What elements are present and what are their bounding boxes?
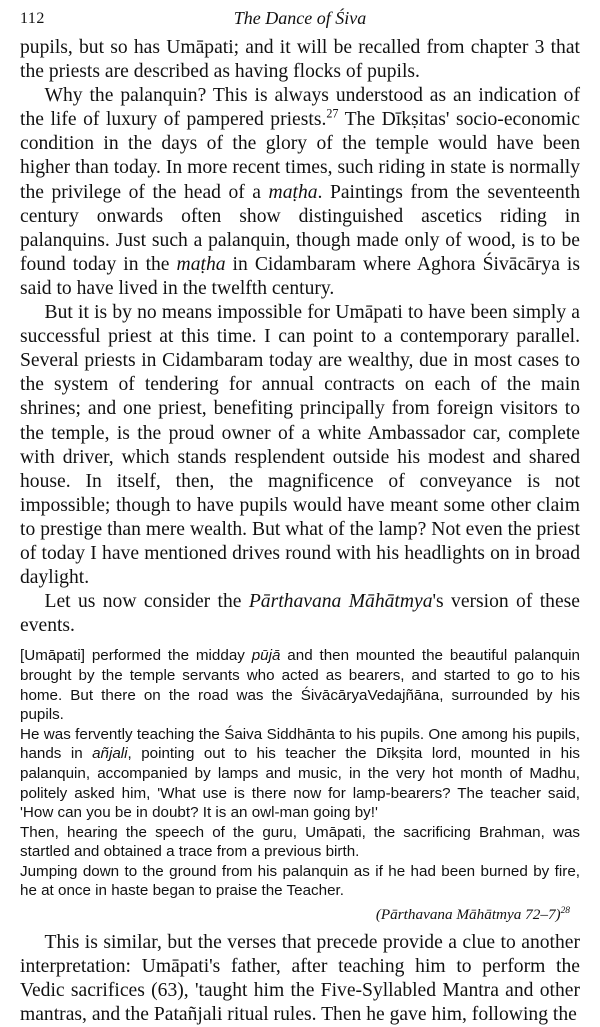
text-run: Let us now consider the <box>44 591 249 613</box>
text-run: Then, hearing the speech of the guru, Umāpati, the sacrificing Brahman, was startled and obtained a trace from a previous birth. <box>20 823 580 861</box>
page-body <box>20 36 580 1027</box>
quote-line <box>20 646 580 724</box>
text-run: ( <box>375 906 381 924</box>
paragraph <box>20 36 580 84</box>
italic-term: pūjā <box>251 647 281 665</box>
text-run: . Paintings from the seventeenth century onwards often show distinguished ascetics riding in palanquins. Just such a palanquin, though made only of wood, is to be found today in the <box>20 181 580 275</box>
text-run: 's version of these events. <box>20 591 580 637</box>
italic-term: Pārthavana Māhātmya <box>248 591 433 613</box>
page-header <box>20 6 580 28</box>
text-run: , pointing out to his teacher the Dīkṣita lord, mounted in his palanquin, accompanied by lamps and music, in the very hot month of Madhu, politely asked him, 'What use is there now for lamp-bearers? The teacher said, 'How can you be in doubt? It is an owl-man going by!' <box>20 745 580 822</box>
text-run: 72–7) <box>521 906 561 924</box>
text-run: This is similar, but the verses that precede provide a clue to another interpretation: Umāpati's father, after teaching him to perform the Vedic sacrifices (63), 'taught him the Five-Syllabled Mantra and other mantras, and the Patañjali ritual rules. Then he gave him, following the <box>20 932 580 1026</box>
text-run: The Dīkṣitas' socio-economic condition in the days of the glory of the temple would have been higher than today. In more recent times, such riding in state is normally the privilege of the head of a <box>20 109 580 203</box>
paragraph <box>20 301 580 590</box>
text-run: Why the palanquin? This is always understood as an indication of the life of luxury of pampered priests. <box>20 85 580 131</box>
quote-line <box>20 823 580 862</box>
text-run: in Cidambaram where Aghora Śivācārya is said to have lived in the twelfth century. <box>20 253 581 299</box>
text-run: Jumping down to the ground from his palanquin as if he had been burned by fire, he at once in haste began to praise the Teacher. <box>20 862 580 900</box>
text-run: He was fervently teaching the Śaiva Siddhānta to his pupils. One among his pupils, hands in <box>20 725 580 763</box>
text-run: [Umāpati] performed the midday <box>20 647 252 665</box>
paragraph <box>20 590 580 638</box>
italic-term: añjali <box>92 745 128 763</box>
paragraph <box>20 84 580 301</box>
quote-line <box>20 862 580 901</box>
text-run: pupils, but so has Umāpati; and it will be recalled from chapter 3 that the priests are described as having flocks of pupils. <box>20 37 580 83</box>
paragraph <box>20 931 580 1027</box>
italic-term: Pārthavana Māhātmya <box>380 906 522 924</box>
quote-line <box>20 725 580 823</box>
text-run: and then mounted the beautiful palanquin brought by the temple servants who acted as bearers, and started to go to his home. But there on the road was the ŚivācāryaVedajñāna, surrounded by his pupils. <box>20 647 580 724</box>
italic-term: maṭha <box>268 181 318 203</box>
block-quote <box>20 646 580 901</box>
italic-term: maṭha <box>176 253 226 275</box>
page-number: 112 <box>20 10 45 27</box>
text-run: But it is by no means impossible for Umāpati to have been simply a successful priest at this time. I can point to a contemporary parallel. Several priests in Cidambaram today are wealthy, due in most cases to the system of tendering for annual contracts on each of the main shrines; and one priest, benefiting principally from foreign visitors to the temple, is the proud owner of a white Ambassador car, complete with driver, which stands resplendent outside his modest and shared house. In itself, then, the magnificence of conveyance is not impossible; though to have pupils would have meant some other claim to prestige than mere wealth. But what of the lamp? Not even the priest of today I have mentioned drives round with his headlights on in broad daylight. <box>20 302 580 589</box>
footnote-ref: 27 <box>326 106 339 121</box>
quote-citation <box>20 905 580 925</box>
footnote-ref: 28 <box>560 906 570 916</box>
running-title: The Dance of Śiva <box>233 8 367 28</box>
